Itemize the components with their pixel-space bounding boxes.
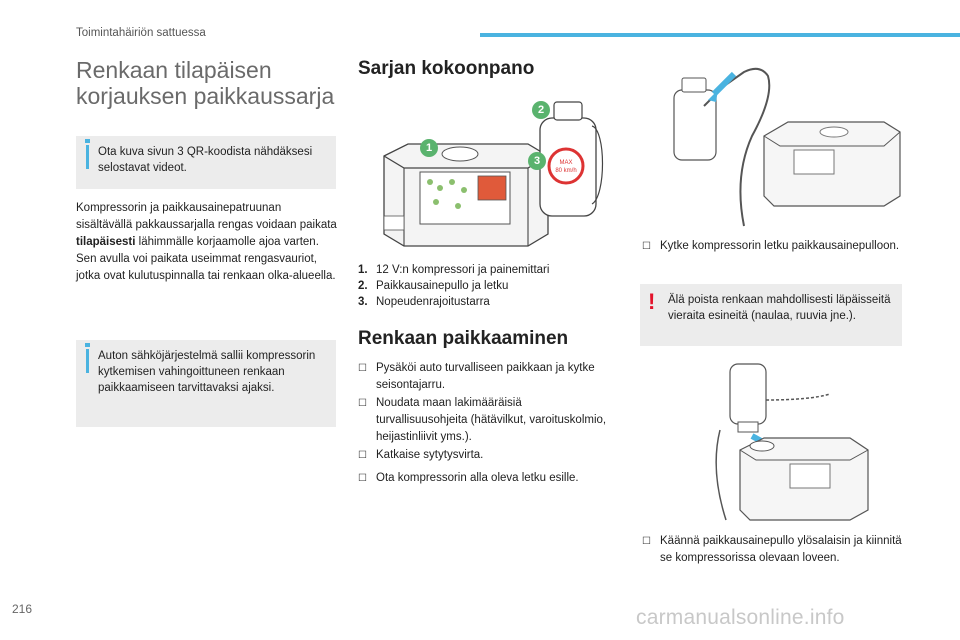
info-icon [86, 145, 89, 169]
checkbox-icon: ☐ [358, 473, 367, 484]
callout-badge-3: 3 [528, 152, 546, 170]
connect-step [642, 238, 902, 256]
callout-badge-2: 2 [532, 101, 550, 119]
mount-bottle-illustration [700, 360, 900, 525]
page-title: Renkaan tilapäisen korjauksen paikkaussarja [76, 57, 335, 109]
list-item: ☐ Käännä paikkausainepullo ylösalaisin ja kiinnitä se kompressorissa olevaan loveen. [642, 533, 904, 567]
list-item: 1. 12 V:n kompressori ja painemittari [358, 264, 550, 276]
turn-bottle-step [642, 533, 904, 568]
list-item: ☐ Kytke kompressorin letku paikkausainepulloon. [642, 238, 902, 255]
warning-text: Älä poista renkaan mahdollisesti läpäisseitä vieraita esineitä (naulaa, ruuvia jne.). [668, 294, 891, 322]
checkbox-icon: ☐ [358, 450, 367, 461]
intro-text-1: Kompressorin ja paikkausainepatruunan sisältävällä pakkaussarjalla rengas voidaan paikata [76, 202, 337, 231]
page-number: 216 [12, 602, 33, 616]
list-item: ☐ Pysäköi auto turvalliseen paikkaan ja kytke seisontajarru. [358, 360, 614, 394]
svg-text:80 km/h: 80 km/h [555, 168, 577, 174]
kit-parts-list [358, 262, 608, 310]
kit-illustration [378, 96, 608, 256]
info-note-qr [76, 136, 336, 189]
checkbox-icon: ☐ [358, 398, 367, 409]
callout-badge-1: 1 [420, 139, 438, 157]
checkbox-icon: ☐ [358, 363, 367, 374]
repair-steps [358, 360, 614, 488]
warning-note [640, 284, 902, 346]
warning-icon: ! [648, 289, 656, 314]
intro-paragraph [76, 200, 338, 285]
info-note-text: Auton sähköjärjestelmä sallii kompressorin kytkemisen vahingoittuneen renkaan paikkaamiseen tarvittavaksi ajaksi. [98, 350, 316, 394]
list-item: 2. Paikkausainepullo ja letku [358, 280, 509, 292]
svg-text:MAX: MAX [559, 160, 573, 166]
watermark: carmanualsonline.info [636, 606, 845, 629]
list-item: ☐ Noudata maan lakimääräisiä turvallisuusohjeita (hätävilkut, varoituskolmio, heijastinliivit yms.). [358, 395, 614, 446]
list-item: ☐ Ota kompressorin alla oleva letku esille. [358, 470, 614, 487]
connect-hose-illustration [664, 66, 904, 236]
header-accent-bar [480, 33, 960, 37]
info-note-text: Ota kuva sivun 3 QR-koodista nähdäksesi selostavat videot. [98, 146, 313, 174]
list-item: 3. Nopeudenrajoitustarra [358, 296, 490, 308]
checkbox-icon: ☐ [642, 241, 651, 252]
list-item: ☐ Katkaise sytytysvirta. [358, 447, 614, 464]
checkbox-icon: ☐ [642, 536, 651, 547]
info-note-electrical [76, 340, 336, 427]
section-header: Toimintahäiriön sattuessa [76, 27, 206, 39]
intro-text-2: lähimmälle korjaamolle ajoa varten. Sen avulla voi paikata useimmat rengasvauriot, jotka ovat kulutuspinnalla tai renkaan olka-alueella. [76, 236, 336, 282]
kit-heading: Sarjan kokoonpano [358, 58, 535, 79]
intro-bold: tilapäisesti [76, 236, 136, 248]
repair-heading: Renkaan paikkaaminen [358, 328, 569, 349]
info-icon [86, 349, 89, 373]
